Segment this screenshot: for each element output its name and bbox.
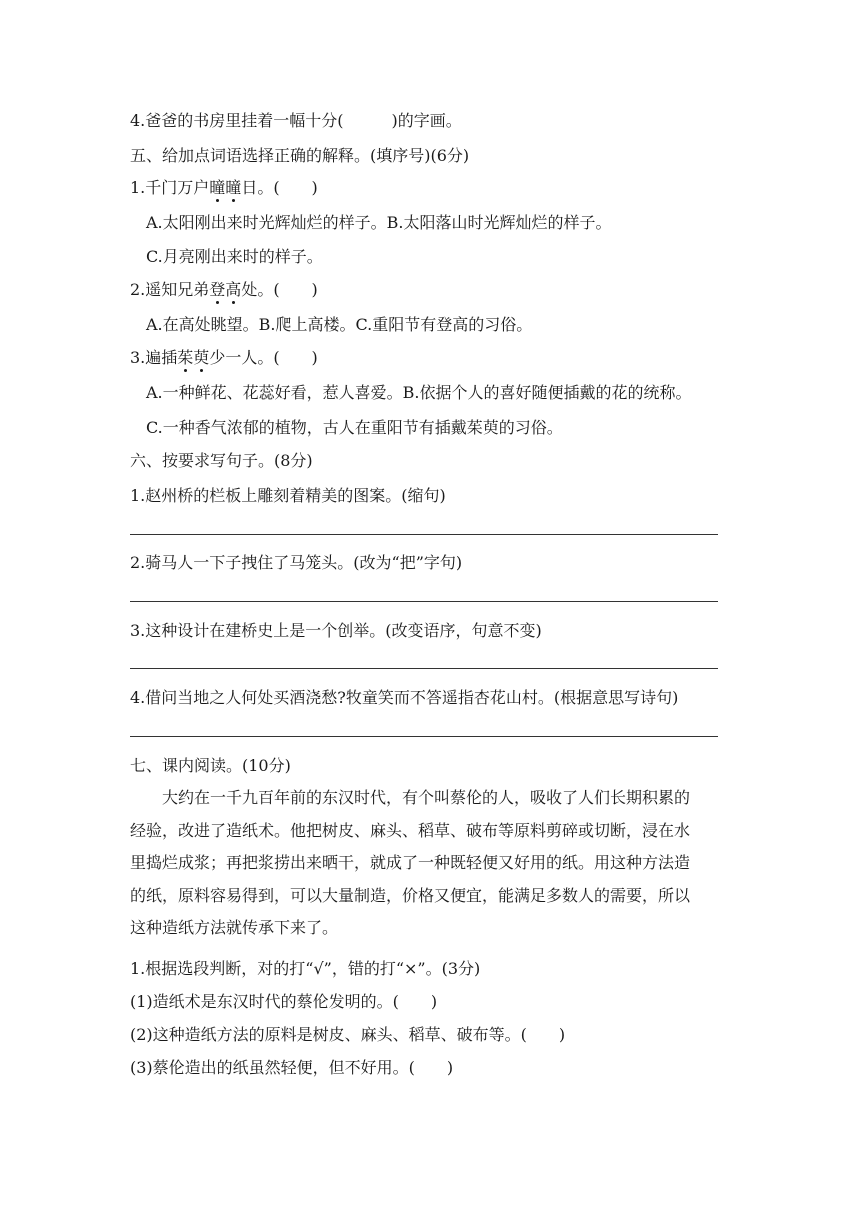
- judgment-item-3: (3)蔡伦造出的纸虽然轻便，但不好用。( ): [130, 1058, 454, 1077]
- section-5-question-2-options: A.在高处眺望。B.爬上高楼。C.重阳节有登高的习俗。: [146, 315, 533, 334]
- passage-line: 经验，改进了造纸术。他把树皮、麻头、稻草、破布等原料剪碎或切断，浸在水: [130, 820, 691, 840]
- emphasized-char: 萸: [193, 348, 210, 367]
- section-7-question-1-heading: 1.根据选段判断，对的打“√”，错的打“×”。(3分): [130, 959, 481, 978]
- section-5-question-3: [130, 348, 318, 368]
- section-6-heading: 六、按要求写句子。(8分): [130, 451, 313, 470]
- answer-line[interactable]: [130, 601, 718, 602]
- section-5-question-3-options-ab: A.一种鲜花、花蕊好看，惹人喜爱。B.依据个人的喜好随便插戴的花的统称。: [146, 383, 692, 402]
- section-5-heading: 五、给加点词语选择正确的解释。(填序号)(6分): [130, 146, 470, 165]
- emphasized-char: 高: [225, 280, 242, 299]
- question-text-post: 处。( ): [241, 280, 318, 299]
- section-5-question-1-option-c: C.月亮刚出来时的样子。: [146, 247, 323, 266]
- section-6-item-4: 4.借问当地之人何处买酒浇愁?牧童笑而不答遥指杏花山村。(根据意思写诗句): [130, 688, 679, 707]
- question-text-pre: 1.千门万户: [130, 178, 210, 197]
- judgment-item-2: (2)这种造纸方法的原料是树皮、麻头、稻草、破布等。( ): [130, 1025, 566, 1044]
- section-7-heading: 七、课内阅读。(10分): [130, 756, 291, 775]
- section-6-item-2: 2.骑马人一下子拽住了马笼头。(改为“把”字句): [130, 553, 463, 572]
- reading-passage: [130, 782, 732, 945]
- question-text-post: 日。( ): [241, 178, 318, 197]
- question-4-fill-blank: 4.爸爸的书房里挂着一幅十分( )的字画。: [130, 111, 462, 130]
- emphasized-char: 登: [209, 280, 226, 299]
- section-6-item-1: 1.赵州桥的栏板上雕刻着精美的图案。(缩句): [130, 486, 446, 505]
- judgment-item-1: (1)造纸术是东汉时代的蔡伦发明的。( ): [130, 992, 438, 1011]
- question-text-post: 少一人。( ): [209, 348, 318, 367]
- passage-line: 这种造纸方法就传承下来了。: [130, 918, 339, 938]
- answer-line[interactable]: [130, 668, 718, 669]
- passage-line: 的纸，原料容易得到，可以大量制造，价格又便宜，能满足多数人的需要，所以: [130, 885, 691, 905]
- section-5-question-3-option-c: C.一种香气浓郁的植物，古人在重阳节有插戴茱萸的习俗。: [146, 418, 563, 437]
- section-5-question-1: [130, 178, 318, 198]
- emphasized-char: 曈: [225, 178, 242, 197]
- emphasized-char: 曈: [209, 178, 226, 197]
- answer-line[interactable]: [130, 534, 718, 535]
- answer-line[interactable]: [130, 736, 718, 737]
- question-text-pre: 2.遥知兄弟: [130, 280, 210, 299]
- section-6-item-3: 3.这种设计在建桥史上是一个创举。(改变语序，句意不变): [130, 621, 542, 640]
- passage-line: 大约在一千九百年前的东汉时代，有个叫蔡伦的人，吸收了人们长期积累的: [162, 788, 691, 807]
- section-5-question-2: [130, 280, 318, 300]
- question-text-pre: 3.遍插: [130, 348, 178, 367]
- emphasized-char: 茱: [177, 348, 194, 367]
- section-5-question-1-options-ab: A.太阳刚出来时光辉灿烂的样子。B.太阳落山时光辉灿烂的样子。: [146, 213, 612, 232]
- passage-line: 里捣烂成浆；再把浆捞出来晒干，就成了一种既轻便又好用的纸。用这种方法造: [130, 853, 691, 873]
